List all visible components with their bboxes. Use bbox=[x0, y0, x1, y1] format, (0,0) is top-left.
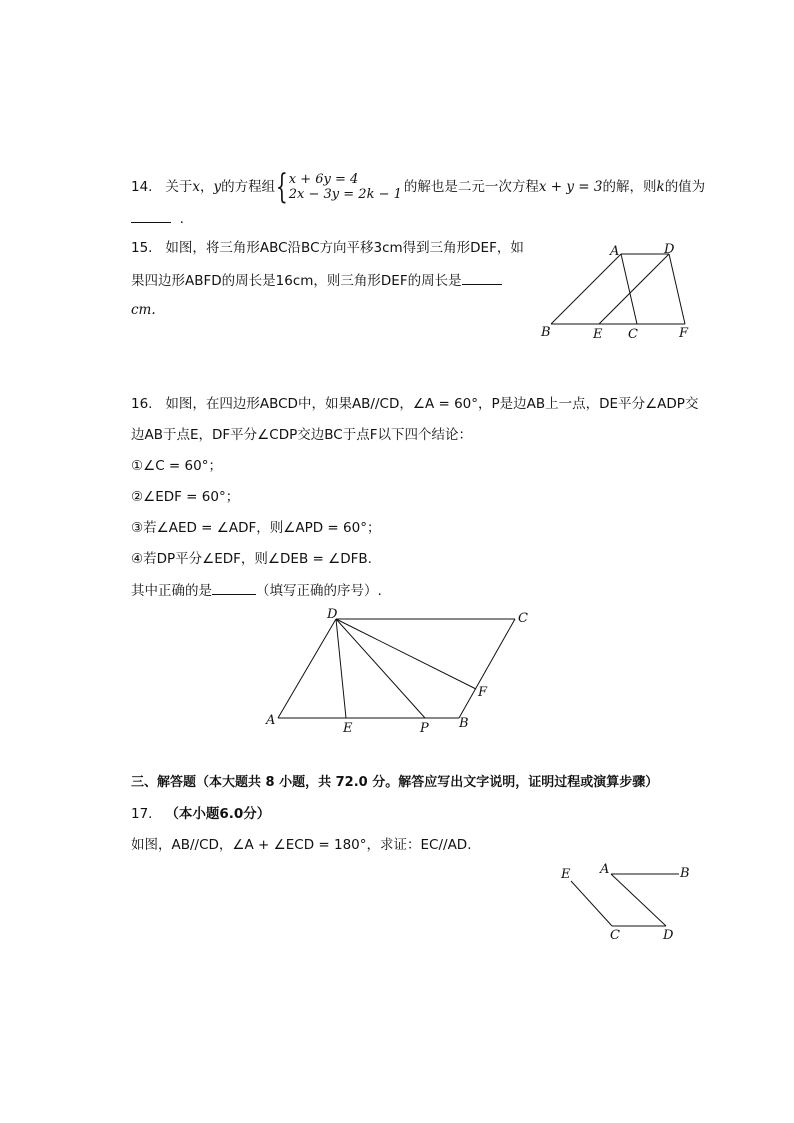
q17-score: （本小题6.0分） bbox=[165, 806, 271, 822]
q14-line1 bbox=[131, 167, 706, 207]
q17-label-E: E bbox=[561, 867, 571, 882]
q15-number: 15. bbox=[131, 240, 153, 256]
q14-eq3: x + y = 3 bbox=[538, 179, 603, 195]
q14-line2 bbox=[131, 208, 184, 229]
q16-conclusion-4-text: ④若DP平分∠EDF，则∠DEB = ∠DFB. bbox=[131, 551, 372, 567]
q16-number: 16. bbox=[131, 396, 153, 412]
q14-text-e: 的值为 bbox=[664, 179, 706, 195]
q15-label-B: B bbox=[541, 325, 551, 340]
q16-conclusion-2-text: ②∠EDF = 60°； bbox=[131, 489, 240, 505]
q15-answer-blank[interactable] bbox=[462, 270, 502, 285]
q15-line2 bbox=[131, 270, 502, 291]
q17-number: 17. bbox=[131, 806, 153, 822]
q16-conclusion-3 bbox=[131, 518, 380, 538]
q14-var-x: x bbox=[192, 179, 200, 195]
q16-label-B: B bbox=[459, 716, 469, 731]
q16-label-E: E bbox=[343, 721, 353, 736]
q14-equation-system bbox=[275, 167, 402, 207]
q15-label-D: D bbox=[664, 242, 675, 257]
q16-answer-blank[interactable] bbox=[212, 580, 256, 595]
q14-var-k: k bbox=[656, 179, 665, 195]
q16-conclusion-3-text: ③若∠AED = ∠ADF，则∠APD = 60°； bbox=[131, 520, 381, 536]
q16-text-line2: 边AB于点E，DF平分∠CDP交边BC于点F以下四个结论： bbox=[131, 427, 472, 443]
q14-number: 14. bbox=[131, 179, 153, 195]
q15-label-A: A bbox=[610, 244, 620, 259]
q16-conclusion-1-text: ①∠C = 60°； bbox=[131, 458, 222, 474]
q16-conclusion-2 bbox=[131, 487, 239, 507]
q16-label-F: F bbox=[478, 685, 488, 700]
q14-eq1: x + 6y = 4 bbox=[288, 172, 359, 187]
q16-line1 bbox=[131, 394, 698, 414]
q14-var-y: y bbox=[213, 179, 222, 195]
q16-conclusion-4 bbox=[131, 549, 372, 569]
q16-text-line1: 如图，在四边形ABCD中，如果AB//CD，∠A = 60°，P是边AB上一点，DE平分∠ADP交 bbox=[165, 396, 699, 412]
left-brace-icon: { bbox=[275, 167, 288, 207]
q16-label-D: D bbox=[327, 607, 338, 622]
q17-line1 bbox=[131, 804, 270, 824]
q17-text: 如图，AB//CD，∠A + ∠ECD = 180°，求证：EC//AD. bbox=[131, 837, 472, 853]
q14-end: . bbox=[179, 211, 184, 227]
q15-line1 bbox=[131, 238, 524, 258]
q14-text-b: 的方程组 bbox=[221, 179, 276, 195]
q14-text-c: 的解也是二元一次方程 bbox=[403, 179, 539, 195]
q16-label-A: A bbox=[266, 713, 276, 728]
q17-line2 bbox=[131, 835, 472, 855]
q15-text-line3: cm. bbox=[131, 302, 156, 318]
q16-ask-a: 其中正确的是 bbox=[131, 583, 212, 599]
q15-label-F: F bbox=[679, 326, 689, 341]
q17-label-B: B bbox=[680, 866, 690, 881]
q15-text-line2: 果四边形ABFD的周长是16cm，则三角形DEF的周长是 bbox=[131, 273, 462, 289]
q14-answer-blank[interactable] bbox=[131, 208, 171, 223]
section-3-text: 三、解答题（本大题共 8 小题，共 72.0 分。解答应写出文字说明，证明过程或演算步骤） bbox=[131, 775, 659, 790]
q16-question bbox=[131, 580, 382, 601]
q17-label-C: C bbox=[610, 928, 620, 943]
section-3-heading bbox=[131, 773, 658, 793]
q14-text-d: 的解，则 bbox=[602, 179, 657, 195]
q16-ask-b: （填写正确的序号）. bbox=[256, 583, 382, 599]
q14-eq2: 2x − 3y = 2k − 1 bbox=[288, 187, 402, 202]
q14-text-a: 关于 bbox=[165, 179, 193, 195]
q15-line3 bbox=[131, 300, 156, 320]
q15-label-C: C bbox=[628, 327, 638, 342]
q17-label-A: A bbox=[600, 862, 610, 877]
q16-line2 bbox=[131, 425, 472, 445]
q17-label-D: D bbox=[663, 928, 674, 943]
q16-conclusion-1 bbox=[131, 456, 222, 476]
q15-label-E: E bbox=[593, 327, 603, 342]
q16-label-C: C bbox=[518, 611, 528, 626]
q14-sep: ， bbox=[199, 179, 214, 195]
q15-text-line1: 如图，将三角形ABC沿BC方向平移3cm得到三角形DEF，如 bbox=[165, 240, 524, 256]
q16-label-P: P bbox=[420, 721, 429, 736]
